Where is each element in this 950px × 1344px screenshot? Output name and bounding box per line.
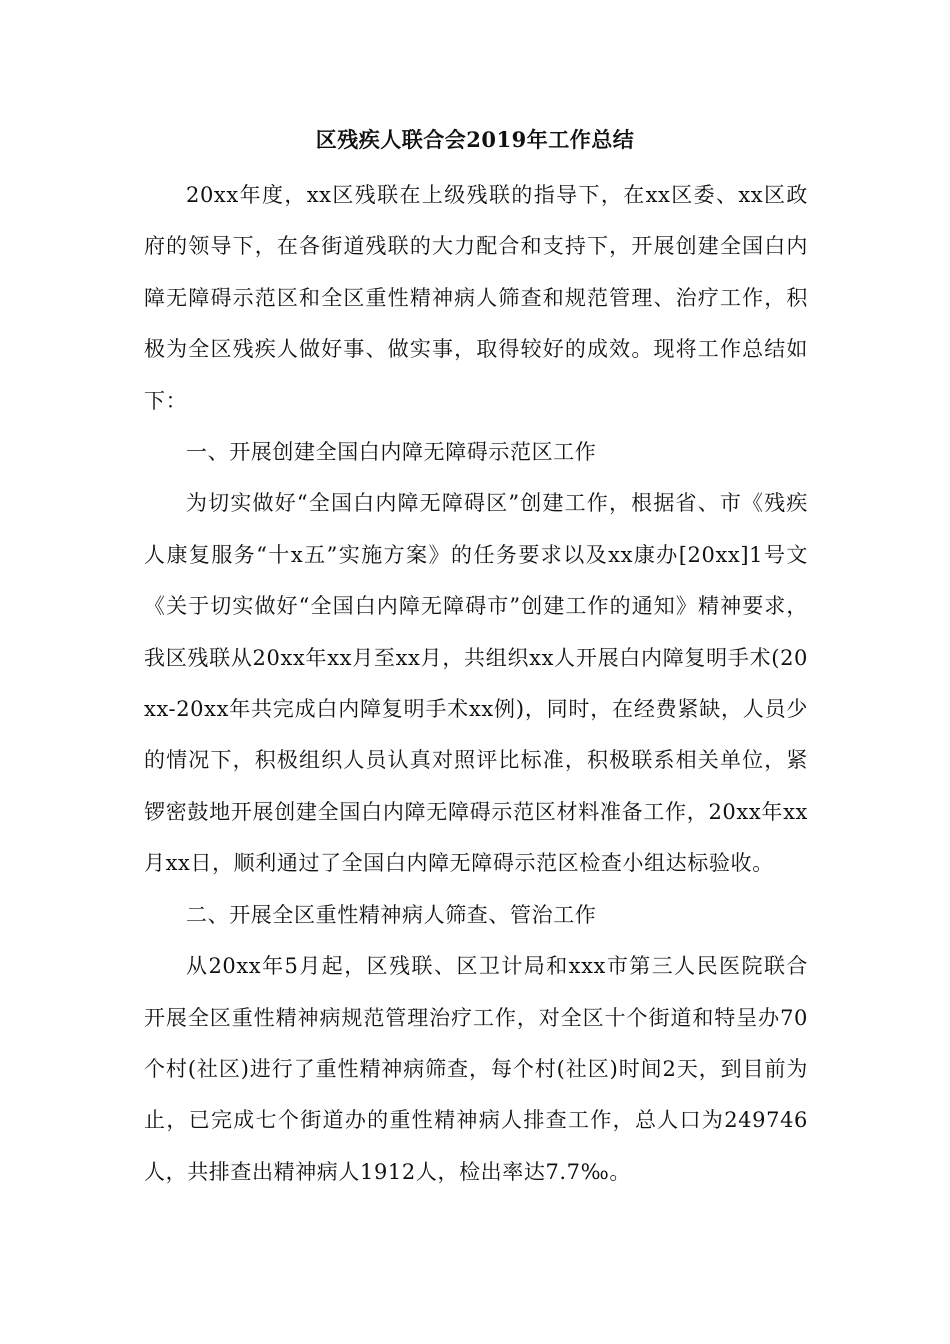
document-title: 区残疾人联合会2019年工作总结 <box>315 127 635 152</box>
intro-paragraph: 20xx年度，xx区残联在上级残联的指导下，在xx区委、xx区政府的领导下，在各街道残联的大力配合和支持下，开展创建全国白内障无障碍示范区和全区重性精神病人筛查和规范管理、治疗工作，积极为全区残疾人做好事、做实事，取得较好的成效。现将工作总结如下： <box>144 183 808 413</box>
document-body <box>144 170 808 1198</box>
section-2-paragraph: 从20xx年5月起，区残联、区卫计局和xxx市第三人民医院联合开展全区重性精神病规范管理治疗工作，对全区十个街道和特呈办70个村(社区)进行了重性精神病筛查，每个村(社区)时间2天，到目前为止，已完成七个街道办的重性精神病人排查工作，总人口为249746人，共排查出精神病人1912人，检出率达7.7‰。 <box>144 954 808 1184</box>
section-1-paragraph: 为切实做好“全国白内障无障碍区”创建工作，根据省、市《残疾人康复服务“十x五”实施方案》的任务要求以及xx康办[20xx]1号文《关于切实做好“全国白内障无障碍市”创建工作的通知》精神要求，我区残联从20xx年xx月至xx月，共组织xx人开展白内障复明手术(20xx-20xx年共完成白内障复明手术xx例)，同时，在经费紧缺，人员少的情况下，积极组织人员认真对照评比标准，积极联系相关单位，紧锣密鼓地开展创建全国白内障无障碍示范区材料准备工作，20xx年xx月xx日，顺利通过了全国白内障无障碍示范区检查小组达标验收。 <box>144 491 808 876</box>
section-heading-1: 一、开展创建全国白内障无障碍示范区工作 <box>186 440 597 465</box>
section-heading-2: 二、开展全区重性精神病人筛查、管治工作 <box>186 902 597 927</box>
